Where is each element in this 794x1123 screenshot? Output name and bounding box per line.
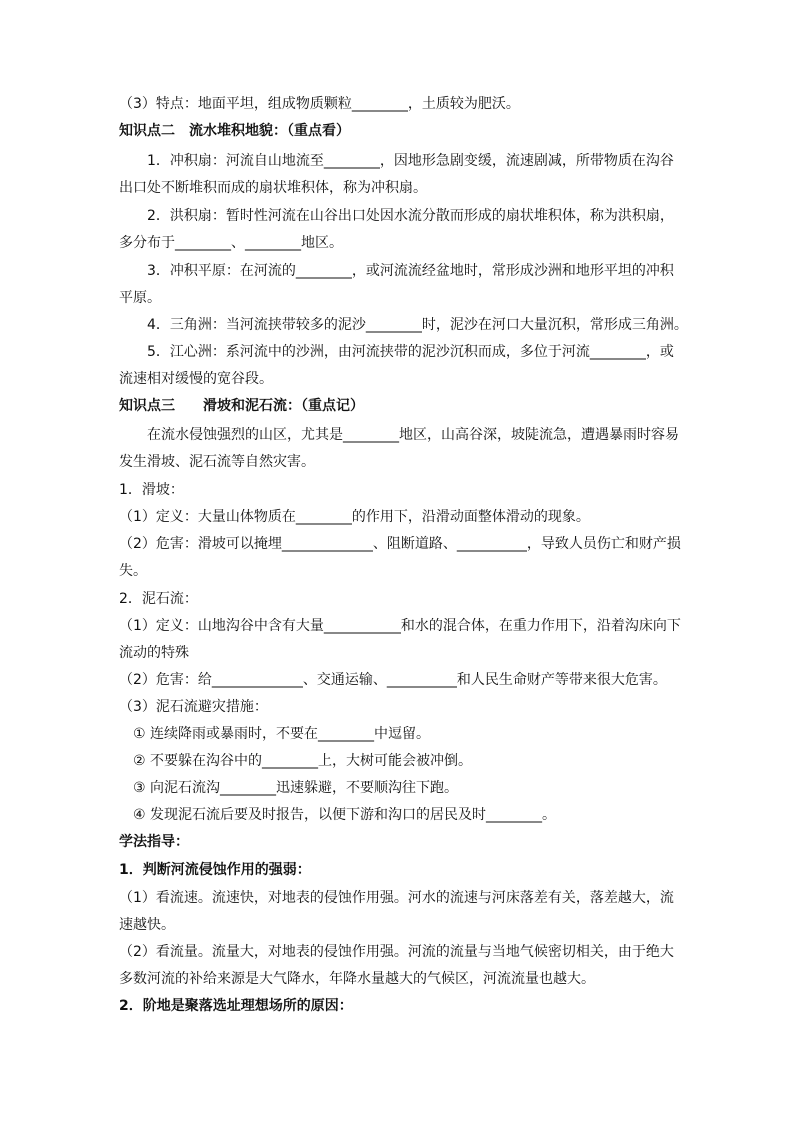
text-line-velocity-2: 速越快。 bbox=[119, 917, 175, 933]
text-line-debris-harm: （2）危害：给_____________、交通运输、__________和人民生命财产等带来很大危害。 bbox=[119, 672, 667, 688]
text-line-measure-4: ④ 发现泥石流后要及时报告，以便下游和沟口的居民及时________。 bbox=[133, 807, 556, 823]
text-line-alluvial-fan-2: 出口处不断堆积而成的扇状堆积体，称为冲积扇。 bbox=[119, 180, 427, 196]
text-line-flow-2: 多数河流的补给来源是大气降水，年降水量越大的气候区，河流流量也越大。 bbox=[119, 971, 595, 987]
text-line-pluvial-fan-2: 多分布于________、________地区。 bbox=[119, 235, 343, 251]
subheading-erosion: 1．判断河流侵蚀作用的强弱： bbox=[119, 862, 311, 878]
text-line-landslide-def: （1）定义：大量山体物质在________的作用下，沿滑动面整体滑动的现象。 bbox=[119, 509, 590, 525]
text-line-debris-def-1: （1）定义：山地沟谷中含有大量___________和水的混合体，在重力作用下，沿着沟床向下 bbox=[119, 618, 681, 634]
text-line-flow-1: （2）看流量。流量大，对地表的侵蚀作用强。河流的流量与当地气候密切相关，由于绝大 bbox=[119, 944, 674, 960]
text-line-intro-1: 在流水侵蚀强烈的山区，尤其是________地区，山高谷深，坡陡流急，遭遇暴雨时容易 bbox=[147, 427, 679, 443]
section-heading-2: 知识点二 流水堆积地貌：（重点看） bbox=[119, 123, 350, 139]
text-line-measure-1: ① 连续降雨或暴雨时，不要在________中逗留。 bbox=[133, 726, 430, 742]
text-line-debris-def-2: 流动的特殊 bbox=[119, 645, 189, 661]
text-line-alluvial-fan-1: 1．冲积扇：河流自山地流至________，因地形急剧变缓，流速剧减，所带物质在沟谷 bbox=[147, 153, 674, 169]
section-heading-study-guide: 学法指导： bbox=[119, 834, 189, 850]
text-line-plain-1: 3．冲积平原：在河流的________，或河流流经盆地时，常形成沙洲和地形平坦的冲积 bbox=[147, 263, 674, 279]
text-line-intro-2: 发生滑坡、泥石流等自然灾害。 bbox=[119, 454, 315, 470]
text-line-landslide-harm-2: 失。 bbox=[119, 563, 147, 579]
text-line-measure-3: ③ 向泥石流沟________迅速躲避，不要顺沟往下跑。 bbox=[133, 780, 458, 796]
text-line-debris-title: 2．泥石流： bbox=[119, 591, 198, 607]
text-line-features: （3）特点：地面平坦，组成物质颗粒________，土质较为肥沃。 bbox=[119, 96, 520, 112]
text-line-river-island-1: 5．江心洲：系河流中的沙洲，由河流挟带的泥沙沉积而成，多位于河流________，或 bbox=[147, 344, 674, 360]
section-heading-3: 知识点三 滑坡和泥石流：（重点记） bbox=[119, 398, 364, 414]
text-line-velocity-1: （1）看流速。流速快，对地表的侵蚀作用强。河水的流速与河床落差有关，落差越大，流 bbox=[119, 890, 674, 906]
text-line-delta: 4．三角洲：当河流挟带较多的泥沙________时，泥沙在河口大量沉积，常形成三角洲。 bbox=[147, 317, 688, 333]
text-line-landslide-harm-1: （2）危害：滑坡可以掩埋_____________、阻断道路、__________，导致人员伤亡和财产损 bbox=[119, 536, 681, 552]
text-line-debris-measures: （3）泥石流避灾措施： bbox=[119, 699, 268, 715]
text-line-pluvial-fan-1: 2．洪积扇：暂时性河流在山谷出口处因水流分散而形成的扇状堆积体，称为洪积扇， bbox=[147, 208, 674, 224]
subheading-terrace: 2．阶地是聚落选址理想场所的原因： bbox=[119, 998, 353, 1014]
text-line-landslide-title: 1．滑坡： bbox=[119, 482, 184, 498]
text-line-plain-2: 平原。 bbox=[119, 290, 161, 306]
text-line-measure-2: ② 不要躲在沟谷中的________上，大树可能会被冲倒。 bbox=[133, 753, 472, 769]
text-line-river-island-2: 流速相对缓慢的宽谷段。 bbox=[119, 371, 273, 387]
